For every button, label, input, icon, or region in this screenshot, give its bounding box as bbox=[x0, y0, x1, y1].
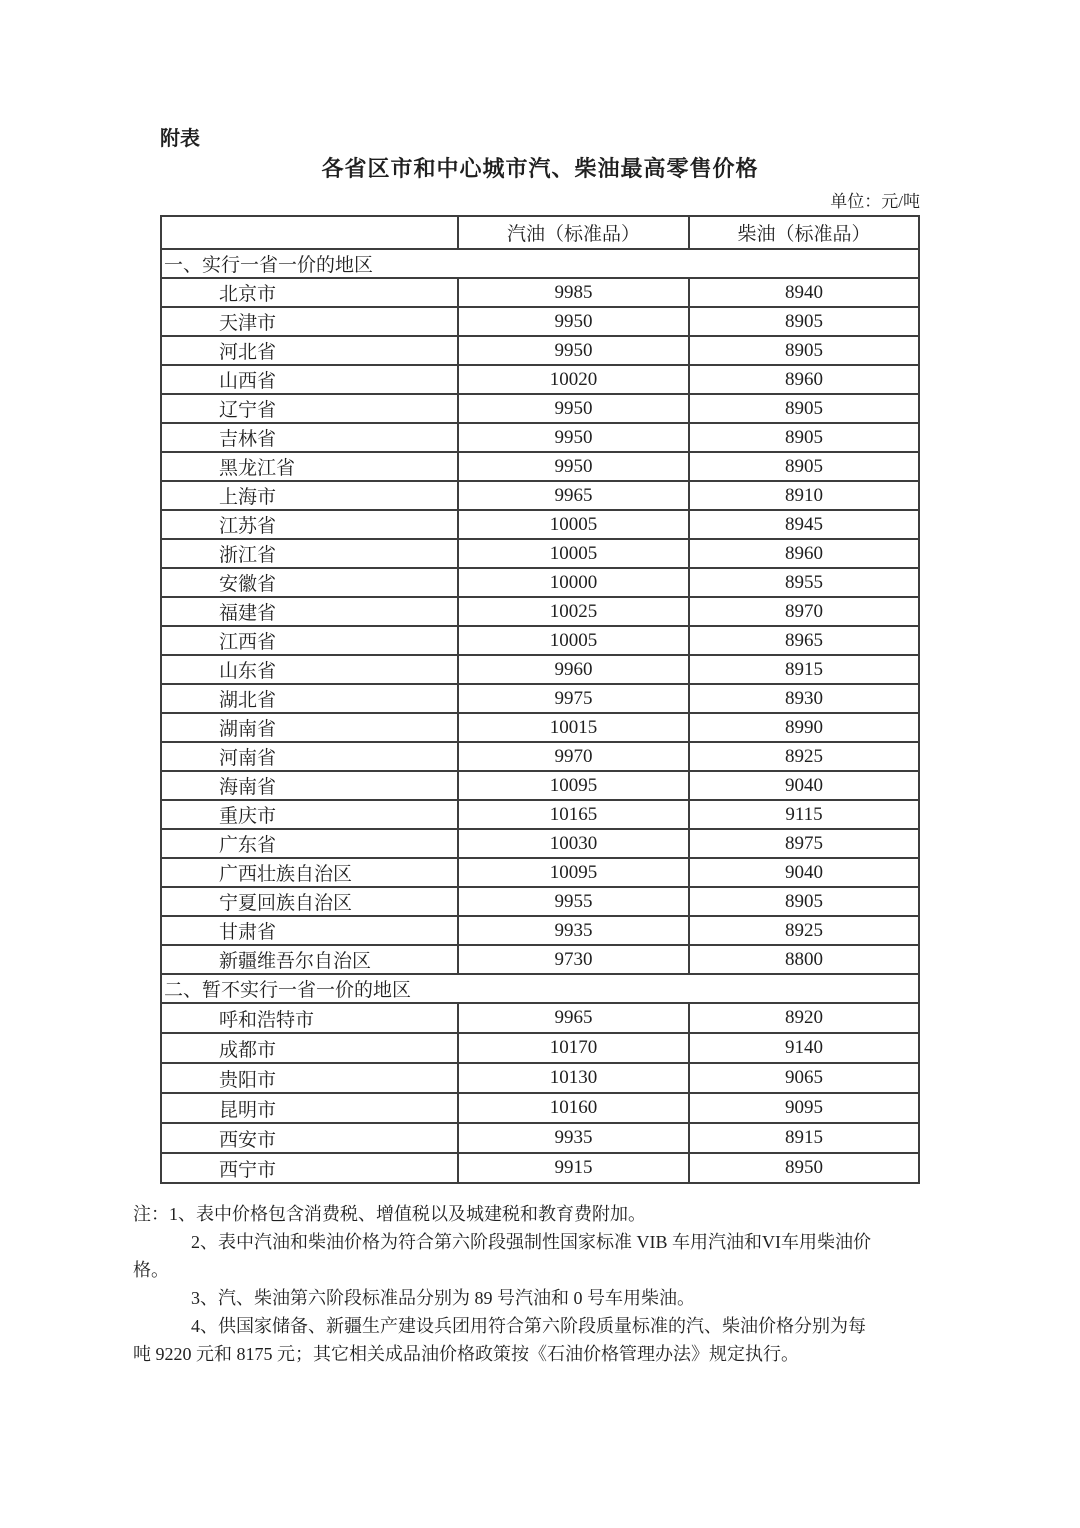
table-row bbox=[161, 307, 919, 336]
table-row bbox=[161, 626, 919, 655]
table-row bbox=[161, 539, 919, 568]
region-column-header bbox=[161, 216, 458, 249]
note-line: 注：1、表中价格包含消费税、增值税以及城建税和教育费附加。 bbox=[133, 1204, 646, 1224]
diesel-price-cell: 8915 bbox=[689, 1123, 919, 1153]
diesel-price-cell: 8965 bbox=[689, 626, 919, 655]
table-row bbox=[161, 452, 919, 481]
gasoline-price-cell: 9950 bbox=[458, 336, 689, 365]
note-line: 4、供国家储备、新疆生产建设兵团用符合第六阶段质量标准的汽、柴油价格分别为每 bbox=[191, 1316, 866, 1336]
gasoline-price-cell: 10170 bbox=[458, 1033, 689, 1063]
region-cell: 呼和浩特市 bbox=[161, 1003, 458, 1033]
diesel-price-cell: 9040 bbox=[689, 771, 919, 800]
region-cell: 湖北省 bbox=[161, 684, 458, 713]
region-cell: 新疆维吾尔自治区 bbox=[161, 945, 458, 974]
region-cell: 西宁市 bbox=[161, 1153, 458, 1183]
diesel-price-cell: 8975 bbox=[689, 829, 919, 858]
region-cell: 宁夏回族自治区 bbox=[161, 887, 458, 916]
diesel-price-cell: 8925 bbox=[689, 916, 919, 945]
gasoline-price-cell: 9950 bbox=[458, 394, 689, 423]
region-cell: 河南省 bbox=[161, 742, 458, 771]
section-row bbox=[161, 249, 919, 278]
gasoline-price-cell: 10015 bbox=[458, 713, 689, 742]
table-row bbox=[161, 829, 919, 858]
gasoline-price-cell: 10095 bbox=[458, 858, 689, 887]
region-cell: 吉林省 bbox=[161, 423, 458, 452]
region-cell: 河北省 bbox=[161, 336, 458, 365]
gasoline-price-cell: 9915 bbox=[458, 1153, 689, 1183]
gasoline-price-cell: 10000 bbox=[458, 568, 689, 597]
diesel-price-cell: 8915 bbox=[689, 655, 919, 684]
diesel-price-cell: 8910 bbox=[689, 481, 919, 510]
gasoline-price-cell: 9965 bbox=[458, 1003, 689, 1033]
table-row bbox=[161, 278, 919, 307]
table-row bbox=[161, 1063, 919, 1093]
diesel-price-cell: 8905 bbox=[689, 452, 919, 481]
diesel-price-cell: 8950 bbox=[689, 1153, 919, 1183]
diesel-price-cell: 8955 bbox=[689, 568, 919, 597]
diesel-price-cell: 8905 bbox=[689, 887, 919, 916]
diesel-price-cell: 8800 bbox=[689, 945, 919, 974]
table-row bbox=[161, 1003, 919, 1033]
region-cell: 重庆市 bbox=[161, 800, 458, 829]
gasoline-price-cell: 10160 bbox=[458, 1093, 689, 1123]
region-cell: 黑龙江省 bbox=[161, 452, 458, 481]
price-table-header bbox=[161, 216, 919, 249]
diesel-price-cell: 8905 bbox=[689, 336, 919, 365]
region-cell: 湖南省 bbox=[161, 713, 458, 742]
diesel-price-cell: 9095 bbox=[689, 1093, 919, 1123]
region-cell: 福建省 bbox=[161, 597, 458, 626]
section-title: 一、实行一省一价的地区 bbox=[161, 249, 919, 278]
region-cell: 天津市 bbox=[161, 307, 458, 336]
diesel-price-cell: 8940 bbox=[689, 278, 919, 307]
region-cell: 山东省 bbox=[161, 655, 458, 684]
table-row bbox=[161, 365, 919, 394]
gasoline-price-cell: 10130 bbox=[458, 1063, 689, 1093]
diesel-price-cell: 9065 bbox=[689, 1063, 919, 1093]
diesel-price-cell: 8960 bbox=[689, 365, 919, 394]
diesel-price-cell: 8930 bbox=[689, 684, 919, 713]
table-row bbox=[161, 655, 919, 684]
region-cell: 安徽省 bbox=[161, 568, 458, 597]
gasoline-price-cell: 9935 bbox=[458, 916, 689, 945]
price-table-body bbox=[161, 249, 919, 1183]
table-row bbox=[161, 800, 919, 829]
region-cell: 上海市 bbox=[161, 481, 458, 510]
gasoline-price-cell: 10005 bbox=[458, 510, 689, 539]
diesel-price-cell: 8925 bbox=[689, 742, 919, 771]
table-row bbox=[161, 1153, 919, 1183]
region-cell: 山西省 bbox=[161, 365, 458, 394]
note-line: 格。 bbox=[133, 1260, 169, 1280]
table-row bbox=[161, 336, 919, 365]
gasoline-price-cell: 9935 bbox=[458, 1123, 689, 1153]
section-title: 二、暂不实行一省一价的地区 bbox=[161, 974, 919, 1003]
header-row bbox=[161, 216, 919, 249]
region-cell: 北京市 bbox=[161, 278, 458, 307]
gasoline-price-cell: 9730 bbox=[458, 945, 689, 974]
diesel-price-cell: 8905 bbox=[689, 394, 919, 423]
gasoline-column-header: 汽油（标准品） bbox=[458, 216, 689, 249]
price-table bbox=[160, 215, 920, 1184]
diesel-price-cell: 8905 bbox=[689, 307, 919, 336]
diesel-price-cell: 8990 bbox=[689, 713, 919, 742]
gasoline-price-cell: 10005 bbox=[458, 539, 689, 568]
note-line: 吨 9220 元和 8175 元；其它相关成品油价格政策按《石油价格管理办法》规定执行。 bbox=[133, 1344, 799, 1364]
table-row bbox=[161, 394, 919, 423]
gasoline-price-cell: 9965 bbox=[458, 481, 689, 510]
diesel-price-cell: 8920 bbox=[689, 1003, 919, 1033]
diesel-price-cell: 8970 bbox=[689, 597, 919, 626]
gasoline-price-cell: 9985 bbox=[458, 278, 689, 307]
notes bbox=[133, 1200, 933, 1368]
table-row bbox=[161, 568, 919, 597]
diesel-column-header: 柴油（标准品） bbox=[689, 216, 919, 249]
table-row bbox=[161, 510, 919, 539]
region-cell: 辽宁省 bbox=[161, 394, 458, 423]
table-row bbox=[161, 742, 919, 771]
diesel-price-cell: 8960 bbox=[689, 539, 919, 568]
table-row bbox=[161, 771, 919, 800]
region-cell: 江西省 bbox=[161, 626, 458, 655]
table-row bbox=[161, 684, 919, 713]
region-cell: 贵阳市 bbox=[161, 1063, 458, 1093]
gasoline-price-cell: 9955 bbox=[458, 887, 689, 916]
region-cell: 甘肃省 bbox=[161, 916, 458, 945]
gasoline-price-cell: 10025 bbox=[458, 597, 689, 626]
diesel-price-cell: 9140 bbox=[689, 1033, 919, 1063]
table-row bbox=[161, 887, 919, 916]
gasoline-price-cell: 9950 bbox=[458, 452, 689, 481]
diesel-price-cell: 8905 bbox=[689, 423, 919, 452]
table-row bbox=[161, 916, 919, 945]
gasoline-price-cell: 10005 bbox=[458, 626, 689, 655]
table-row bbox=[161, 1093, 919, 1123]
gasoline-price-cell: 9950 bbox=[458, 423, 689, 452]
region-cell: 广东省 bbox=[161, 829, 458, 858]
diesel-price-cell: 9115 bbox=[689, 800, 919, 829]
section-row bbox=[161, 974, 919, 1003]
gasoline-price-cell: 9960 bbox=[458, 655, 689, 684]
gasoline-price-cell: 9950 bbox=[458, 307, 689, 336]
note-line: 2、表中汽油和柴油价格为符合第六阶段强制性国家标准 VIB 车用汽油和VI车用柴油价 bbox=[191, 1232, 871, 1252]
gasoline-price-cell: 10095 bbox=[458, 771, 689, 800]
table-row bbox=[161, 423, 919, 452]
gasoline-price-cell: 9975 bbox=[458, 684, 689, 713]
region-cell: 海南省 bbox=[161, 771, 458, 800]
gasoline-price-cell: 9970 bbox=[458, 742, 689, 771]
gasoline-price-cell: 10020 bbox=[458, 365, 689, 394]
doc-label: 附表 bbox=[160, 128, 200, 150]
page-title: 各省区市和中心城市汽、柴油最高零售价格 bbox=[321, 156, 759, 181]
unit-label: 单位：元/吨 bbox=[830, 192, 920, 211]
table-row bbox=[161, 597, 919, 626]
region-cell: 昆明市 bbox=[161, 1093, 458, 1123]
table-row bbox=[161, 713, 919, 742]
region-cell: 西安市 bbox=[161, 1123, 458, 1153]
table-row bbox=[161, 1033, 919, 1063]
table-row bbox=[161, 858, 919, 887]
region-cell: 成都市 bbox=[161, 1033, 458, 1063]
note-line: 3、汽、柴油第六阶段标准品分别为 89 号汽油和 0 号车用柴油。 bbox=[191, 1288, 695, 1308]
table-row bbox=[161, 481, 919, 510]
table-row bbox=[161, 1123, 919, 1153]
diesel-price-cell: 8945 bbox=[689, 510, 919, 539]
gasoline-price-cell: 10030 bbox=[458, 829, 689, 858]
table-row bbox=[161, 945, 919, 974]
gasoline-price-cell: 10165 bbox=[458, 800, 689, 829]
region-cell: 江苏省 bbox=[161, 510, 458, 539]
region-cell: 浙江省 bbox=[161, 539, 458, 568]
diesel-price-cell: 9040 bbox=[689, 858, 919, 887]
region-cell: 广西壮族自治区 bbox=[161, 858, 458, 887]
